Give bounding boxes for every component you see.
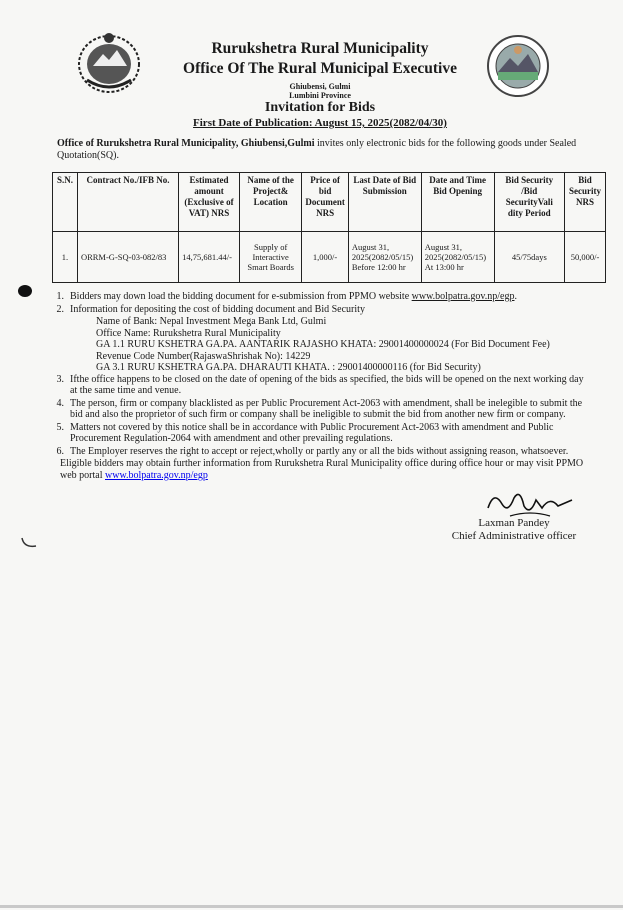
- revenue-code: Revenue Code Number(RajaswaShrishak No): 14229: [96, 350, 311, 362]
- punch-hole-icon: [20, 536, 38, 550]
- col-sn: S.N.: [53, 173, 78, 232]
- signer-name: Laxman Pandey: [478, 517, 550, 529]
- page-edge: [0, 905, 623, 908]
- punch-dot: [18, 285, 32, 297]
- col-project: Name of the Project& Location: [239, 173, 301, 232]
- cell-validity: 45/75days: [494, 232, 564, 283]
- table-header-row: [53, 173, 606, 232]
- notice-title: Invitation for Bids: [264, 100, 376, 115]
- list-item: 4. The person, firm or company blacklisted as per Public Procurement Act-2063 with amendment, shall be inelegible to submit the bid and also the proprietor of such firm or company shall be ineligible to submit the bid from another new firm or company.: [56, 397, 583, 420]
- municipality-seal-icon: [486, 34, 550, 98]
- col-opening: Date and Time Bid Opening: [421, 173, 494, 232]
- office-name: Office Of The Rural Municipal Executive: [183, 60, 457, 77]
- account-security: GA 3.1 RURU KSHETRA GA.PA. DHARAUTI KHATA. : 29001400000116 (for Bid Security): [96, 362, 481, 373]
- cell-sn: 1.: [53, 232, 78, 283]
- col-last-date: Last Date of Bid Submission: [348, 173, 421, 232]
- bids-table: [52, 172, 606, 283]
- office-address: Ghiubensi, Gulmi Lumbini Province: [289, 82, 351, 100]
- list-item: 2. Information for depositing the cost of bidding document and Bid Security: [56, 303, 365, 315]
- list-item: 6. The Employer reserves the right to accept or reject,wholly or partly any or all the bids without assigning reason, whatsoever.: [56, 445, 569, 457]
- ppmo-link[interactable]: www.bolpatra.gov.np/egp: [411, 291, 515, 302]
- list-item: 1. Bidders may down load the bidding document for e-submission from PPMO website www.bolpatra.gov.np/egp.: [56, 291, 517, 302]
- office-name-line: Office Name: Rurukshetra Rural Municipality: [96, 327, 281, 339]
- list-item: 5. Matters not covered by this notice shall be in accordance with Public Procurement Act-2063 with amendment and Public Procurement Regulation-2064 with amendment and other prevailing regulations.: [56, 421, 554, 444]
- cell-security: 50,000/-: [565, 232, 606, 283]
- notes-list: [48, 291, 593, 481]
- ppmo-link[interactable]: www.bolpatra.gov.np/egp: [105, 469, 208, 481]
- col-estimated-amount: Estimated amount (Exclusive of VAT) NRS: [179, 173, 240, 232]
- bank-name: Name of Bank: Nepal Investment Mega Bank Ltd, Gulmi: [96, 316, 327, 327]
- cell-last-date: August 31, 2025(2082/05/15) Before 12:00 hr: [348, 232, 421, 283]
- cell-project: Supply of Interactive Smart Boards: [239, 232, 301, 283]
- signer-designation: Chief Administrative officer: [451, 530, 577, 542]
- intro-paragraph: Office of Rurukshetra Rural Municipality, Ghiubensi,Gulmi invites only electronic bids for the following goods under Sealed Quotation(SQ).: [57, 138, 577, 161]
- nepal-emblem-icon: [73, 30, 145, 96]
- publication-date: First Date of Publication: August 15, 2025(2082/04/30): [193, 117, 447, 129]
- table-row: [53, 232, 606, 283]
- cell-price: 1,000/-: [302, 232, 348, 283]
- list-item: Eligible bidders may obtain further information from Rurukshetra Rural Municipality office during office hour or may visit PPMO web portal www.bolpatra.gov.np/egp: [60, 458, 584, 481]
- account-fee: GA 1.1 RURU KSHETRA GA.PA. AANTARIK RAJASHO KHATA: 29001400000024 (For Bid Document Fee): [96, 339, 550, 350]
- col-contract-no: Contract No./IFB No.: [77, 173, 178, 232]
- signature-block: [434, 487, 594, 543]
- col-security: Bid Security NRS: [565, 173, 606, 232]
- cell-amount: 14,75,681.44/-: [179, 232, 240, 283]
- municipality-name: Rurukshetra Rural Municipality: [211, 40, 429, 57]
- cell-contract: ORRM-G-SQ-03-082/83: [77, 232, 178, 283]
- list-item: 3. Ifthe office happens to be closed on the date of opening of the bids as specified, the bids will be opened on the next working day at the same time and venue.: [56, 373, 584, 396]
- cell-opening: August 31, 2025(2082/05/15) At 13:00 hr: [421, 232, 494, 283]
- col-validity: Bid Security /Bid SecurityVali dity Period: [494, 173, 564, 232]
- col-price: Price of bid Document NRS: [302, 173, 348, 232]
